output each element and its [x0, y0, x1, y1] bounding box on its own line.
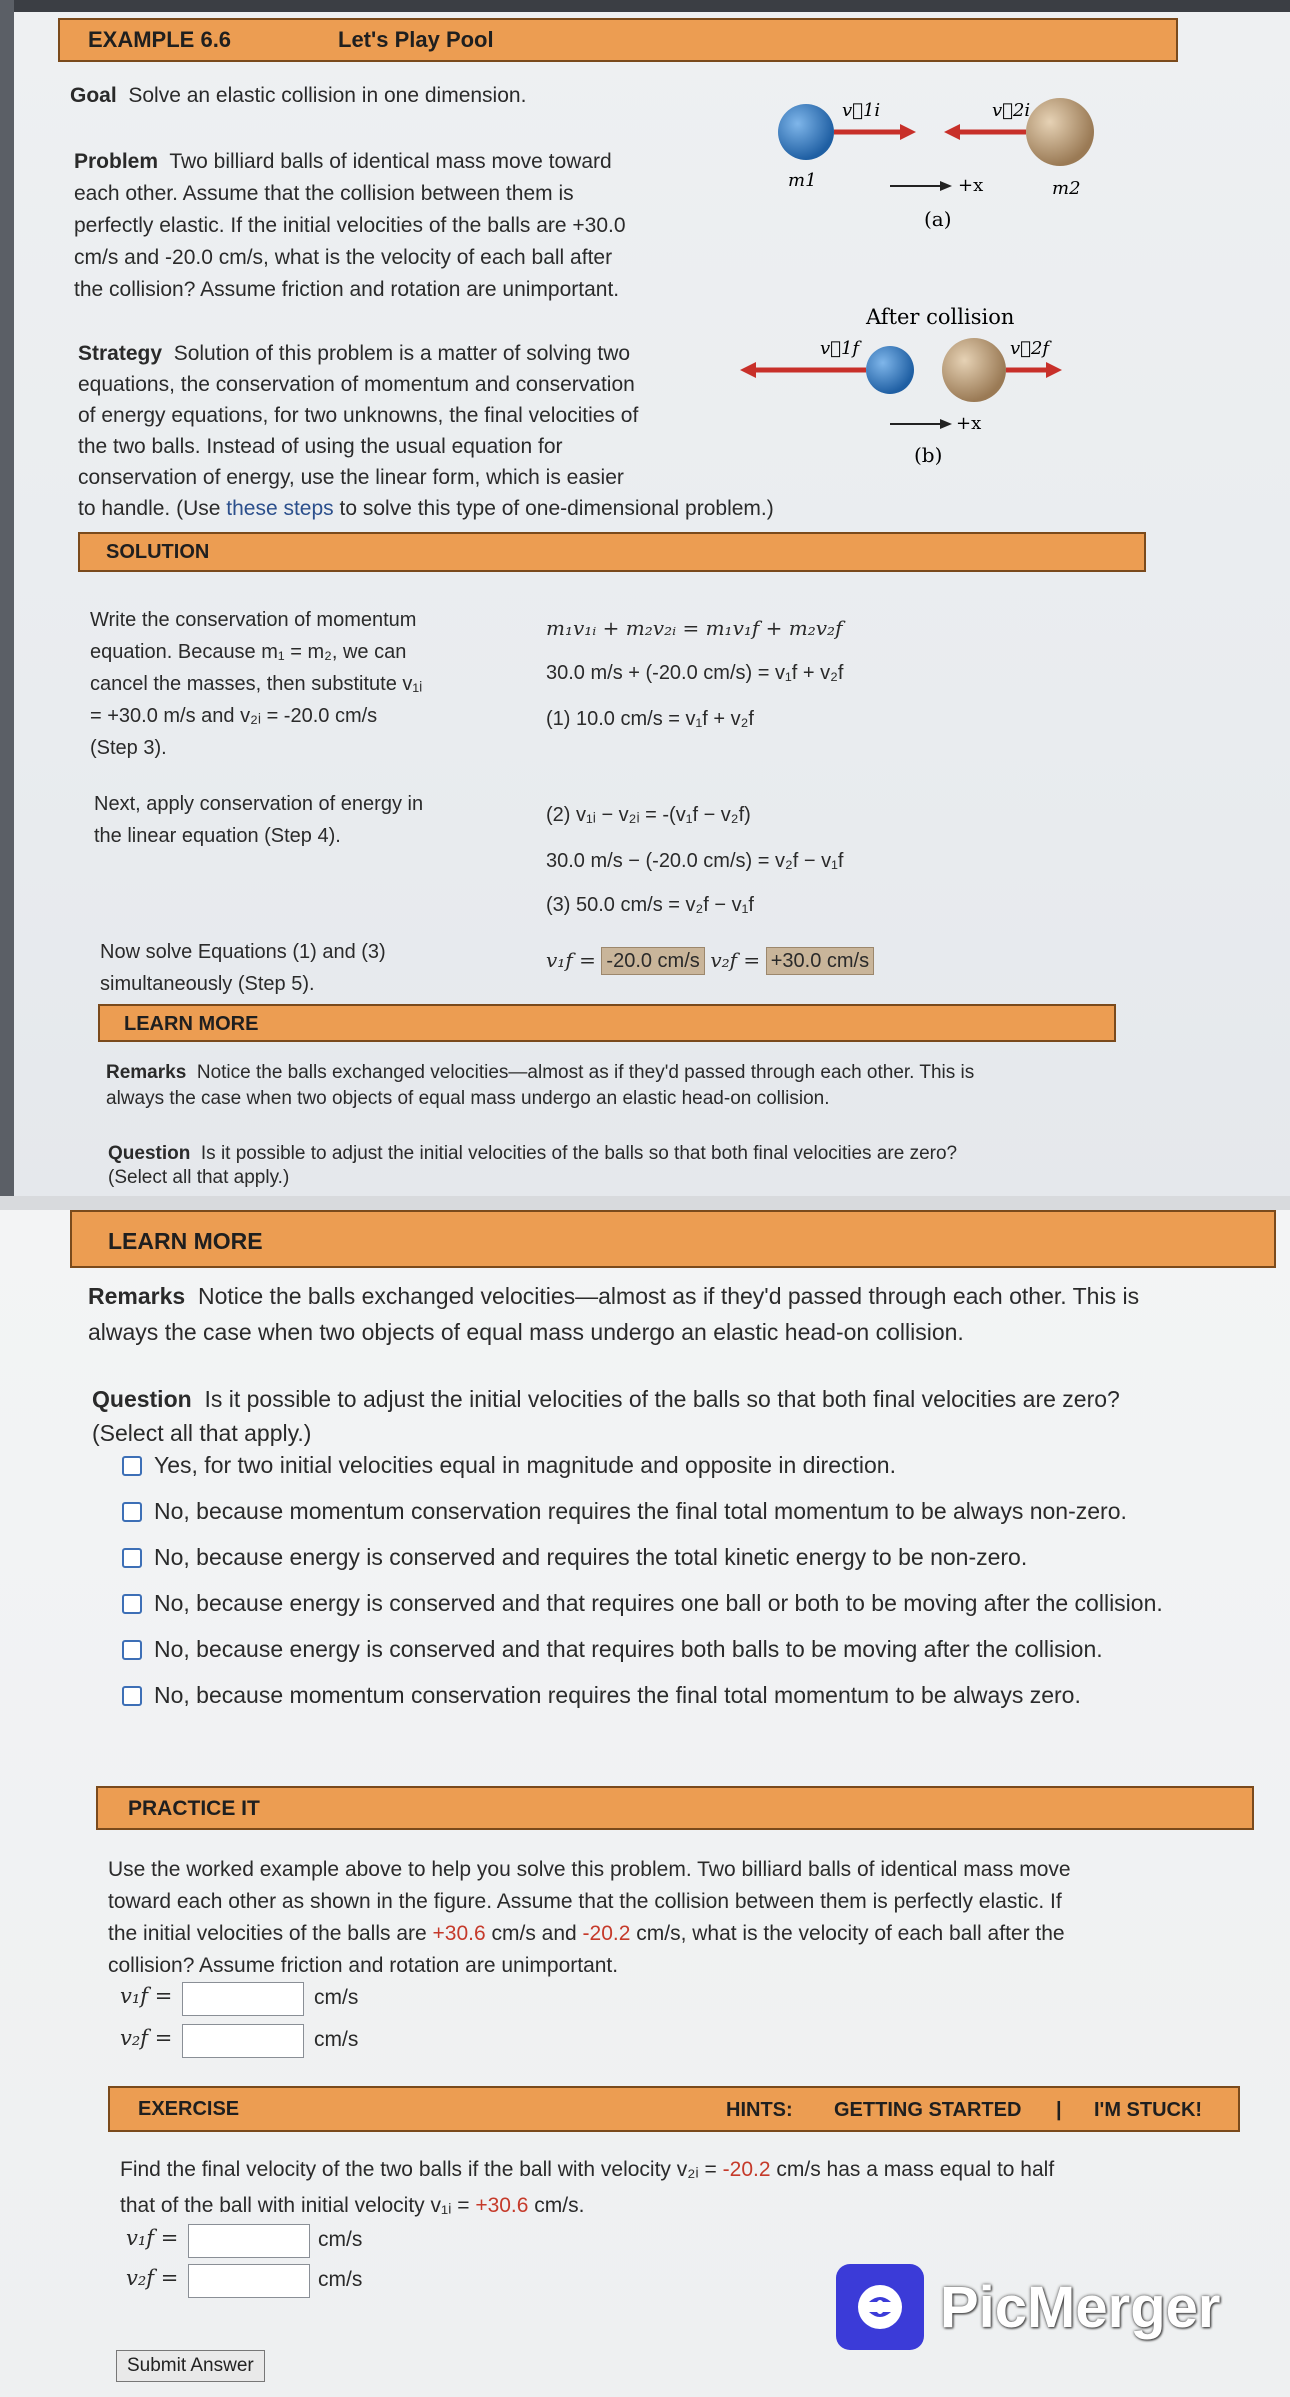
exercise-line: cm/s has a mass equal to half [770, 2158, 1055, 2181]
equation-substituted: 30.0 m/s + (-20.0 cm/s) = v₁f + v₂f [546, 662, 844, 684]
question-label: Question [92, 1386, 192, 1412]
option-1[interactable] [122, 1452, 896, 1479]
remarks-line: always the case when two objects of equal mass undergo an elastic head-on collision. [106, 1088, 830, 1109]
goal [70, 80, 526, 112]
strategy-line: to solve this type of one-dimensional problem.) [333, 497, 774, 520]
example-title: Let's Play Pool [338, 27, 494, 52]
question-line: Is it possible to adjust the initial velocities of the balls so that both final velocities are zero? [204, 1386, 1120, 1412]
option-2[interactable] [122, 1498, 1127, 1525]
remarks-top [106, 1060, 1156, 1112]
question-line: (Select all that apply.) [108, 1167, 290, 1188]
ball-2-after-icon [942, 338, 1006, 402]
practice-it-header [96, 1786, 1254, 1830]
goal-label: Goal [70, 84, 117, 107]
v2i-label: v⃗2i [992, 100, 1031, 121]
exercise-title: EXERCISE [138, 2098, 240, 2120]
solution-step-2 [94, 788, 514, 852]
left-edge [0, 0, 14, 1210]
practice-line: the initial velocities of the balls are [108, 1922, 433, 1945]
exercise-v1f-unit: cm/s [318, 2228, 363, 2251]
ball-1-after-icon [866, 346, 914, 394]
axis-a-label: +x [958, 175, 984, 196]
window-edge [0, 0, 1290, 12]
solution-title: SOLUTION [106, 541, 210, 563]
checkbox-1[interactable] [122, 1456, 142, 1476]
practice-line: toward each other as shown in the figure. Assume that the collision between them is perfectly elastic. If [108, 1890, 1062, 1913]
hint-separator: | [1056, 2099, 1062, 2121]
option-4[interactable] [122, 1590, 1163, 1617]
option-label: No, because energy is conserved and that requires both balls to be moving after the collision. [154, 1636, 1103, 1662]
step-line: the linear equation (Step 4). [94, 825, 341, 847]
question-top [108, 1142, 1158, 1190]
caption-b: (b) [914, 443, 943, 467]
problem-line: Two billiard balls of identical mass move toward [169, 150, 612, 173]
collision-figure [730, 80, 1130, 480]
checkbox-3[interactable] [122, 1548, 142, 1568]
im-stuck-link[interactable]: I'M STUCK! [1094, 2099, 1203, 2121]
these-steps-link[interactable]: these steps [226, 497, 334, 520]
option-3[interactable] [122, 1544, 1027, 1571]
result-v2f-label: v₂f = [710, 948, 761, 972]
practice-line: Use the worked example above to help you solve this problem. Two billiard balls of identical mass move [108, 1858, 1071, 1881]
practice-v2f-unit: cm/s [314, 2028, 359, 2051]
submit-answer-button[interactable]: Submit Answer [116, 2350, 265, 2382]
getting-started-link[interactable]: GETTING STARTED [834, 2099, 1022, 2121]
m2-label: m2 [1052, 178, 1081, 199]
step-line: Write the conservation of momentum [90, 609, 417, 631]
equation-2: (2) v₁ᵢ − v₂ᵢ = -(v₁f − v₂f) [546, 804, 751, 826]
question-line: (Select all that apply.) [92, 1420, 312, 1446]
checkbox-5[interactable] [122, 1640, 142, 1660]
ball-1-icon [778, 104, 834, 160]
option-label: No, because momentum conservation requires the final total momentum to be always non-zero. [154, 1498, 1127, 1524]
option-5[interactable] [122, 1636, 1103, 1663]
problem-line: perfectly elastic. If the initial velocities of the balls are +30.0 [74, 214, 626, 237]
option-label: Yes, for two initial velocities equal in magnitude and opposite in direction. [154, 1452, 896, 1478]
exercise-header [108, 2086, 1240, 2132]
strategy-line: the two balls. Instead of using the usual equation for [78, 435, 563, 458]
equation-3: (3) 50.0 cm/s = v₂f − v₁f [546, 894, 754, 916]
step-line: = +30.0 m/s and v₂ᵢ = -20.0 cm/s [90, 705, 378, 727]
question [92, 1382, 1272, 1450]
exercise-v1f-label: v₁f = [126, 2226, 179, 2250]
exercise-v1i-value: +30.6 [475, 2194, 529, 2217]
learn-more-title: LEARN MORE [108, 1228, 263, 1254]
step-line: Next, apply conservation of energy in [94, 793, 424, 815]
result-v1f-label: v₁f = [546, 948, 596, 972]
strategy-line: conservation of energy, use the linear form, which is easier [78, 466, 624, 489]
strategy-line: Solution of this problem is a matter of solving two [173, 342, 631, 365]
ball-2-icon [1026, 98, 1094, 166]
problem [74, 146, 714, 306]
exercise-line: Find the final velocity of the two balls if the ball with velocity v₂ᵢ = [120, 2158, 723, 2181]
remarks-line: Notice the balls exchanged velocities—almost as if they'd passed through each other. This is [196, 1062, 975, 1083]
picmerger-text: PicMerger [940, 2274, 1221, 2340]
strategy-line: of energy equations, for two unknowns, the final velocities of [78, 404, 639, 427]
practice-v2-value: -20.2 [582, 1922, 631, 1945]
hints-label: HINTS: [726, 2099, 793, 2121]
solution-header [78, 532, 1146, 572]
exercise-v2f-unit: cm/s [318, 2268, 363, 2291]
exercise-text [120, 2152, 1250, 2224]
learn-more-header-top[interactable] [98, 1004, 1116, 1042]
equation-energy-substituted: 30.0 m/s − (-20.0 cm/s) = v₂f − v₁f [546, 850, 844, 872]
step-line: (Step 3). [90, 737, 167, 759]
example-number: EXAMPLE 6.6 [88, 27, 232, 52]
question-line: Is it possible to adjust the initial velocities of the balls so that both final velocities are zero? [200, 1143, 958, 1164]
practice-it-title: PRACTICE IT [128, 1797, 260, 1820]
learn-more-header[interactable] [70, 1210, 1276, 1268]
checkbox-2[interactable] [122, 1502, 142, 1522]
problem-line: each other. Assume that the collision between them is [74, 182, 574, 205]
v1i-label: v⃗1i [842, 100, 881, 121]
after-collision-title: After collision [866, 305, 1015, 329]
practice-v2f-label: v₂f = [120, 2026, 173, 2050]
picmerger-watermark [836, 2264, 1246, 2350]
result-v1f-value: -20.0 cm/s [601, 947, 704, 975]
exercise-v2f-input[interactable] [188, 2264, 310, 2298]
axis-b-label: +x [956, 413, 982, 434]
v1f-label: v⃗1f [820, 338, 860, 359]
step-line: Now solve Equations (1) and (3) [100, 941, 386, 963]
option-6[interactable] [122, 1682, 1081, 1709]
learn-more-title-top: LEARN MORE [124, 1013, 259, 1035]
v2f-label: v⃗2f [1010, 338, 1050, 359]
step-line: cancel the masses, then substitute v₁ᵢ [90, 673, 423, 695]
practice-text [108, 1854, 1258, 1982]
caption-a: (a) [924, 207, 952, 231]
step-line: simultaneously (Step 5). [100, 973, 315, 995]
question-label: Question [108, 1143, 191, 1164]
option-label: No, because energy is conserved and requires the total kinetic energy to be non-zero. [154, 1544, 1028, 1570]
picmerger-logo-icon [836, 2264, 924, 2350]
remarks-line: always the case when two objects of equal mass undergo an elastic head-on collision. [88, 1319, 964, 1345]
result-v2f-value: +30.0 cm/s [766, 947, 874, 975]
practice-v2f-input[interactable] [182, 2024, 304, 2058]
remarks-label: Remarks [106, 1062, 187, 1083]
exercise-line: that of the ball with initial velocity v₁ᵢ = [120, 2194, 476, 2217]
strategy-line: to handle. (Use [78, 497, 227, 520]
m1-label: m1 [788, 170, 817, 191]
solution-step-3 [100, 936, 520, 1000]
practice-v1f-input[interactable] [182, 1982, 304, 2016]
strategy-label: Strategy [78, 342, 163, 365]
option-label: No, because energy is conserved and that requires one ball or both to be moving after the collision. [154, 1590, 1163, 1616]
solution-step-1 [90, 604, 510, 764]
exercise-v2f-label: v₂f = [126, 2266, 179, 2290]
remarks [88, 1278, 1268, 1350]
checkbox-6[interactable] [122, 1686, 142, 1706]
exercise-v1f-input[interactable] [188, 2224, 310, 2258]
exercise-v2i-value: -20.2 [722, 2158, 771, 2181]
equation-1: (1) 10.0 cm/s = v₁f + v₂f [546, 708, 754, 730]
practice-line: cm/s and [485, 1922, 583, 1945]
practice-line: collision? Assume friction and rotation are unimportant. [108, 1954, 619, 1977]
practice-v1-value: +30.6 [432, 1922, 486, 1945]
practice-v1f-label: v₁f = [120, 1984, 173, 2008]
problem-line: the collision? Assume friction and rotation are unimportant. [74, 278, 620, 301]
screenshot-bottom [0, 1210, 1290, 2397]
equation-momentum: m₁v₁ᵢ + m₂v₂ᵢ = m₁v₁f + m₂v₂f [546, 616, 843, 640]
problem-line: cm/s and -20.0 cm/s, what is the velocity of each ball after [74, 246, 613, 269]
exercise-line: cm/s. [528, 2194, 585, 2217]
problem-label: Problem [74, 150, 159, 173]
example-header [58, 18, 1178, 62]
result-row [546, 948, 874, 973]
strategy-line: equations, the conservation of momentum and conservation [78, 373, 635, 396]
goal-text: Solve an elastic collision in one dimension. [128, 84, 527, 107]
practice-line: cm/s, what is the velocity of each ball after the [630, 1922, 1065, 1945]
checkbox-4[interactable] [122, 1594, 142, 1614]
remarks-label: Remarks [88, 1283, 186, 1309]
practice-v1f-unit: cm/s [314, 1986, 359, 2009]
option-label: No, because momentum conservation requires the final total momentum to be always zero. [154, 1682, 1081, 1708]
step-line: equation. Because m₁ = m₂, we can [90, 641, 407, 663]
remarks-line: Notice the balls exchanged velocities—almost as if they'd passed through each other. This is [197, 1283, 1140, 1309]
